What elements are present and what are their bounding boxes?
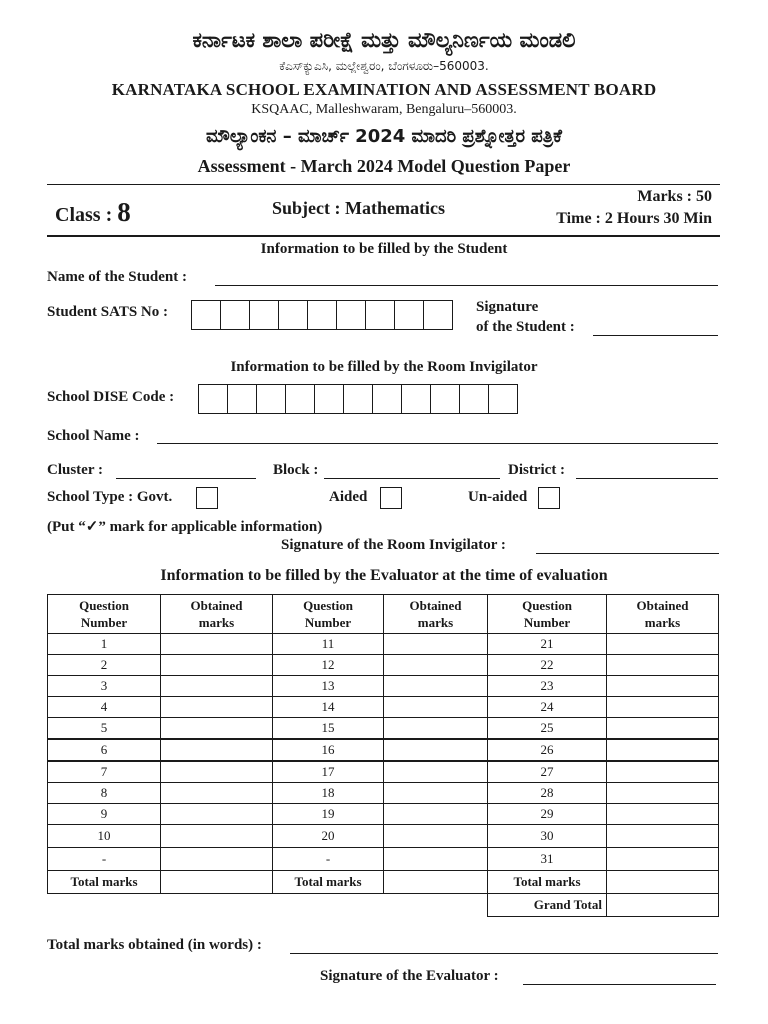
dise-code-label: School DISE Code : <box>47 389 175 405</box>
marks-cell[interactable] <box>161 718 273 740</box>
table-header-row <box>48 595 719 634</box>
marks-cell[interactable] <box>607 825 719 848</box>
header-question-number: Question Number <box>273 595 384 634</box>
dise-code-boxes[interactable] <box>198 384 518 414</box>
total-marks-row <box>48 871 719 894</box>
question-number: 15 <box>273 718 384 740</box>
question-number: 14 <box>273 697 384 718</box>
marks-cell[interactable] <box>161 676 273 697</box>
question-number: 17 <box>273 761 384 783</box>
marks-cell[interactable] <box>161 848 273 871</box>
question-number: 23 <box>488 676 607 697</box>
marks-cell[interactable] <box>161 655 273 676</box>
exam-title: Assessment - March 2024 Model Question Paper <box>197 156 571 176</box>
question-number: 9 <box>48 804 161 825</box>
block-field[interactable] <box>324 478 500 479</box>
question-number: 28 <box>488 783 607 804</box>
evaluator-signature-field[interactable] <box>523 984 716 985</box>
marks-cell[interactable] <box>161 804 273 825</box>
student-signature-label-2: of the Student : <box>476 319 575 335</box>
marks-cell[interactable] <box>384 634 488 655</box>
evaluation-table <box>47 594 719 917</box>
header-question-number: Question Number <box>488 595 607 634</box>
marks-cell[interactable] <box>607 739 719 761</box>
grand-total-label: Grand Total <box>488 894 607 917</box>
table-row <box>48 825 719 848</box>
marks-cell[interactable] <box>384 783 488 804</box>
table-row <box>48 804 719 825</box>
question-number: 3 <box>48 676 161 697</box>
marks-cell[interactable] <box>607 848 719 871</box>
total-marks-label: Total marks <box>48 871 161 894</box>
marks-in-words-field[interactable] <box>290 953 718 954</box>
question-number: 12 <box>273 655 384 676</box>
total-marks-label: Total marks <box>488 871 607 894</box>
evaluator-section-title: Information to be filled by the Evaluator at the time of evaluation <box>160 567 608 584</box>
table-row <box>48 676 719 697</box>
school-name-field[interactable] <box>157 443 718 444</box>
marks-cell[interactable] <box>384 718 488 740</box>
student-name-label: Name of the Student : <box>47 269 187 285</box>
table-row <box>48 718 719 740</box>
marks-cell[interactable] <box>161 761 273 783</box>
board-name-kannada: ಕರ್ನಾಟಕ ಶಾಲಾ ಪರೀಕ್ಷೆ ಮತ್ತು ಮೌಲ್ಯನಿರ್ಣಯ ಮಂಡಲಿ <box>192 28 576 52</box>
marks-cell[interactable] <box>607 783 719 804</box>
question-number: 5 <box>48 718 161 740</box>
question-number: 10 <box>48 825 161 848</box>
student-name-field[interactable] <box>215 285 718 286</box>
header-question-number: Question Number <box>48 595 161 634</box>
exam-title-kannada: ಮೌಲ್ಯಾಂಕನ – ಮಾರ್ಚ್ 2024 ಮಾದರಿ ಪ್ರಶ್ನೋತ್ತರ ಪತ್ರಿಕೆ <box>206 126 562 147</box>
header-obtained-marks: Obtained marks <box>161 595 273 634</box>
total-marks-cell[interactable] <box>384 871 488 894</box>
board-address: KSQAAC, Malleshwaram, Bengaluru–560003. <box>251 102 517 117</box>
class-info <box>55 197 131 228</box>
govt-checkbox[interactable] <box>196 487 218 509</box>
question-number: 18 <box>273 783 384 804</box>
block-label: Block : <box>273 462 319 478</box>
invigilator-section-title: Information to be filled by the Room Invigilator <box>230 359 538 375</box>
aided-label: Aided <box>329 489 368 505</box>
question-number: 7 <box>48 761 161 783</box>
marks-in-words-label: Total marks obtained (in words) : <box>47 937 262 953</box>
marks-cell[interactable] <box>607 676 719 697</box>
marks-cell[interactable] <box>384 848 488 871</box>
sats-label: Student SATS No : <box>47 304 169 320</box>
divider <box>47 235 720 237</box>
question-number: 4 <box>48 697 161 718</box>
marks-cell[interactable] <box>161 697 273 718</box>
divider <box>47 184 720 185</box>
board-address-kannada: ಕೆಎಸ್‌ಕ್ಯುಎಸಿ, ಮಲ್ಲೇಶ್ವರಂ, ಬೆಂಗಳೂರು–560003. <box>279 59 489 73</box>
question-number: 6 <box>48 739 161 761</box>
marks-cell[interactable] <box>384 825 488 848</box>
max-marks: Marks : 50 <box>637 188 712 205</box>
cluster-label: Cluster : <box>47 462 103 478</box>
question-number: 24 <box>488 697 607 718</box>
question-number: 21 <box>488 634 607 655</box>
header-obtained-marks: Obtained marks <box>607 595 719 634</box>
question-number: 13 <box>273 676 384 697</box>
marks-cell[interactable] <box>607 804 719 825</box>
marks-cell[interactable] <box>384 804 488 825</box>
header-obtained-marks: Obtained marks <box>384 595 488 634</box>
question-number: 16 <box>273 739 384 761</box>
grand-total-row <box>48 894 719 917</box>
question-number: - <box>273 848 384 871</box>
board-name: KARNATAKA SCHOOL EXAMINATION AND ASSESSMENT BOARD <box>111 80 657 99</box>
subject: Subject : Mathematics <box>272 198 445 218</box>
time-allowed: Time : 2 Hours 30 Min <box>556 210 712 227</box>
school-name-label: School Name : <box>47 428 140 444</box>
district-label: District : <box>508 462 566 478</box>
table-row <box>48 783 719 804</box>
marks-cell[interactable] <box>607 655 719 676</box>
question-number: 20 <box>273 825 384 848</box>
table-row <box>48 655 719 676</box>
question-number: 19 <box>273 804 384 825</box>
marks-cell[interactable] <box>607 761 719 783</box>
question-number: 26 <box>488 739 607 761</box>
question-number: 25 <box>488 718 607 740</box>
total-marks-label: Total marks <box>273 871 384 894</box>
marks-cell[interactable] <box>384 697 488 718</box>
table-row <box>48 848 719 871</box>
question-number: 11 <box>273 634 384 655</box>
tick-note: (Put “✓” mark for applicable information) <box>47 519 323 535</box>
class-label: Class : <box>55 204 113 226</box>
marks-cell[interactable] <box>384 676 488 697</box>
marks-cell[interactable] <box>384 739 488 761</box>
grand-total-cell[interactable] <box>607 894 719 917</box>
marks-cell[interactable] <box>161 739 273 761</box>
unaided-checkbox[interactable] <box>538 487 560 509</box>
student-section-title: Information to be filled by the Student <box>260 241 508 257</box>
table-row <box>48 761 719 783</box>
sats-number-boxes[interactable] <box>191 300 453 330</box>
total-marks-cell[interactable] <box>607 871 719 894</box>
total-marks-cell[interactable] <box>161 871 273 894</box>
district-field[interactable] <box>576 478 718 479</box>
class-value: 8 <box>117 197 131 227</box>
question-number: 27 <box>488 761 607 783</box>
marks-cell[interactable] <box>607 634 719 655</box>
invigilator-signature-label: Signature of the Room Invigilator : <box>281 537 506 553</box>
question-number: 2 <box>48 655 161 676</box>
question-number: 30 <box>488 825 607 848</box>
marks-cell[interactable] <box>607 718 719 740</box>
school-type-label: School Type : Govt. <box>47 489 173 505</box>
student-signature-label-1: Signature <box>476 299 539 315</box>
marks-cell[interactable] <box>161 783 273 804</box>
student-signature-field[interactable] <box>593 335 718 336</box>
cluster-field[interactable] <box>116 478 256 479</box>
question-number: 29 <box>488 804 607 825</box>
table-row <box>48 697 719 718</box>
question-number: 31 <box>488 848 607 871</box>
marks-cell[interactable] <box>161 825 273 848</box>
marks-cell[interactable] <box>384 655 488 676</box>
question-number: 1 <box>48 634 161 655</box>
marks-cell[interactable] <box>384 761 488 783</box>
table-row <box>48 634 719 655</box>
question-number: 22 <box>488 655 607 676</box>
marks-cell[interactable] <box>607 697 719 718</box>
invigilator-signature-field[interactable] <box>536 553 719 554</box>
evaluator-signature-label: Signature of the Evaluator : <box>320 968 499 984</box>
table-row <box>48 739 719 761</box>
marks-cell[interactable] <box>161 634 273 655</box>
question-number: 8 <box>48 783 161 804</box>
unaided-label: Un-aided <box>468 489 528 505</box>
aided-checkbox[interactable] <box>380 487 402 509</box>
question-number: - <box>48 848 161 871</box>
